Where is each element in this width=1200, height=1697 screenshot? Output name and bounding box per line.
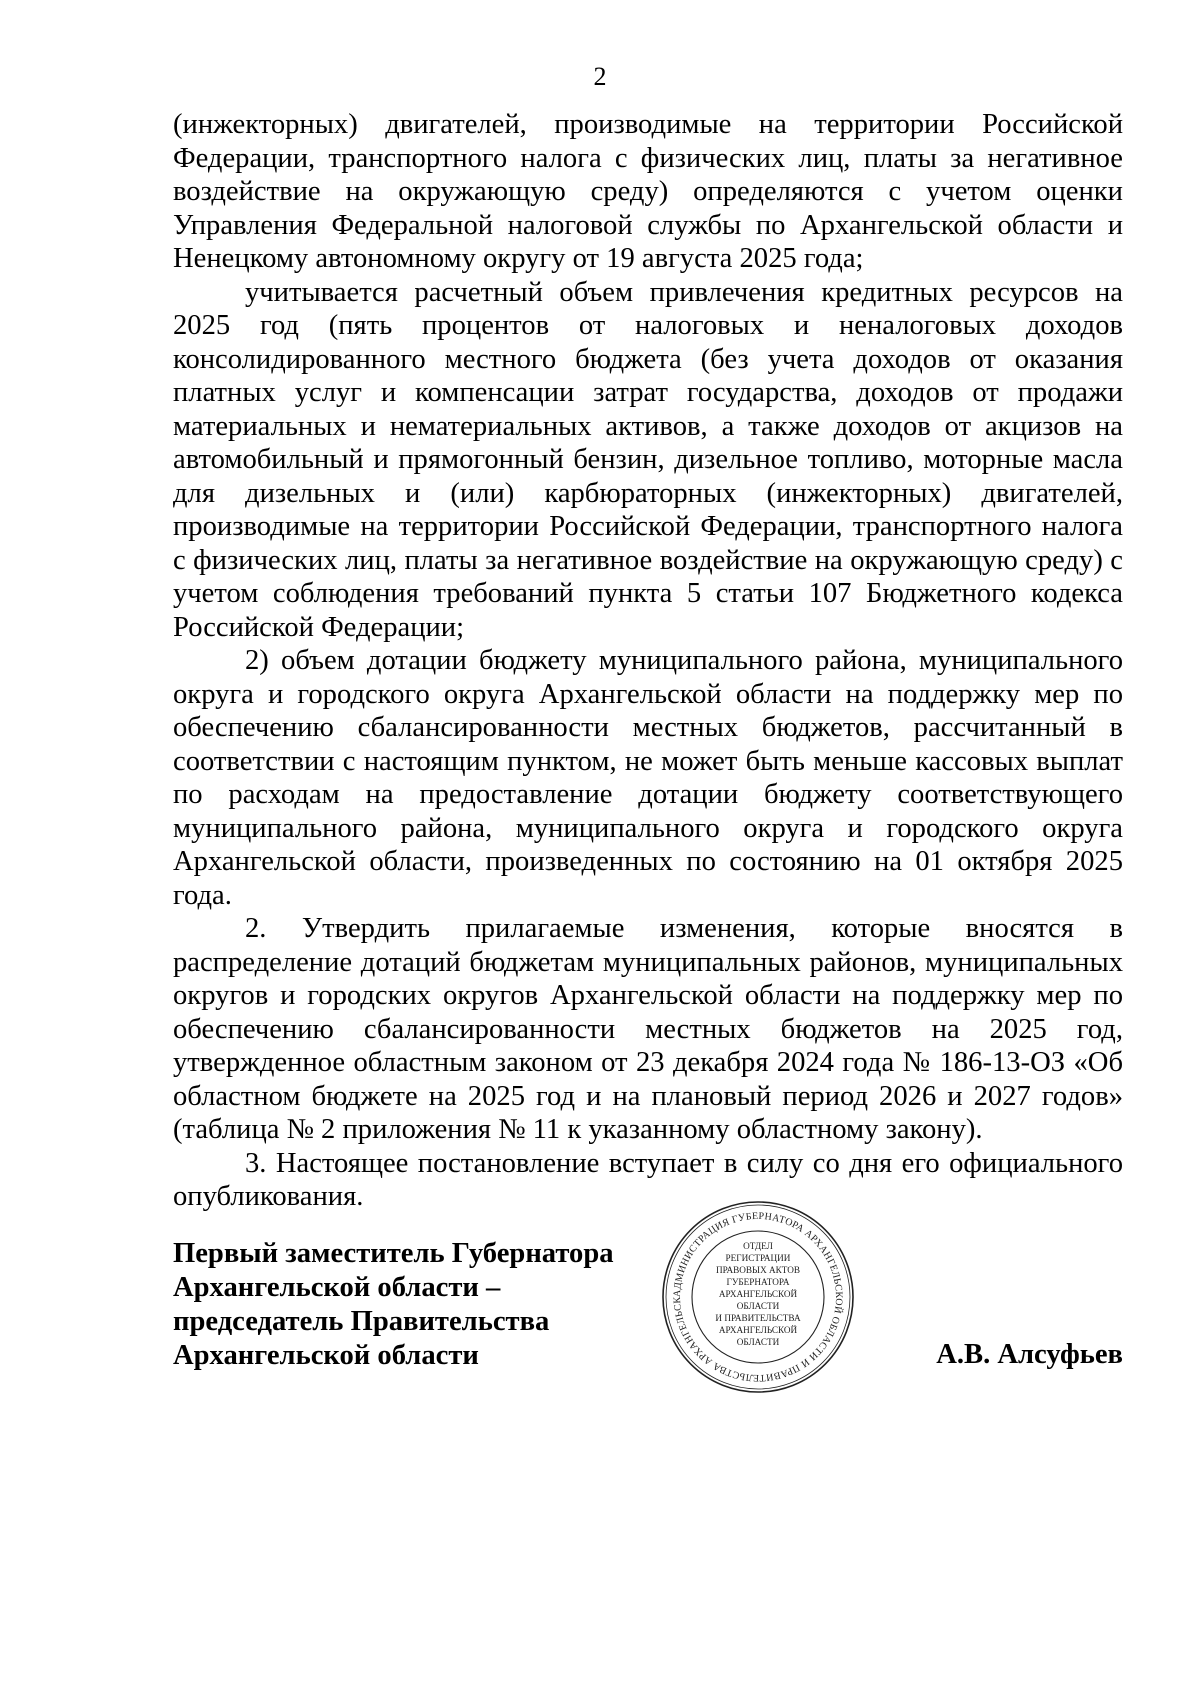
official-stamp xyxy=(658,1197,858,1397)
signatory-title xyxy=(173,1237,633,1373)
signatory-title-line: председатель Правительства xyxy=(173,1306,550,1337)
signatory-title-line: Первый заместитель Губернатора xyxy=(173,1238,614,1269)
stamp-line: ПРАВОВЫХ АКТОВ xyxy=(715,1265,801,1275)
stamp-graphic xyxy=(658,1197,858,1397)
stamp-line: ОТДЕЛ xyxy=(743,1241,773,1251)
stamp-line: ОБЛАСТИ xyxy=(736,1337,780,1347)
stamp-line: АРХАНГЕЛЬСКОЙ xyxy=(718,1325,798,1335)
page-number: 2 xyxy=(593,62,607,91)
paragraph-continuation: (инжекторных) двигателей, производимые на территории Российской Федерации, транспортного налога с физических лиц, платы за негативное воздействие на окружающую среду) определяются с учетом оценки Управления Федеральной налоговой службы по Архангельской области и Ненецкому автономному округу от 19 августа 2025 года; xyxy=(173,109,1123,274)
stamp-line: ОБЛАСТИ xyxy=(736,1301,780,1311)
stamp-line: ГУБЕРНАТОРА xyxy=(726,1277,790,1287)
stamp-ring-text: АДМИНИСТРАЦИЯ ГУБЕРНАТОРА АРХАНГЕЛЬСКОЙ ОБЛАСТИ И ПРАВИТЕЛЬСТВА АРХАНГЕЛЬСК xyxy=(671,1210,845,1384)
paragraph-credit-resources: учитывается расчетный объем привлечения кредитных ресурсов на 2025 год (пять процентов от налоговых и неналоговых доходов консолидированного местного бюджета (без учета доходов от оказания платных услуг и компенсации затрат государства, доходов от продажи материальных и нематериальных активов, а также доходов от акцизов на автомобильный и прямогонный бензин, дизельное топливо, моторные масла для дизельных и (или) карбюраторных (инжекторных) двигателей, производимые на территории Российской Федерации, транспортного налога с физических лиц, платы за негативное воздействие на окружающую среду) с учетом соблюдения требований пункта 5 статьи 107 Бюджетного кодекса Российской Федерации; xyxy=(173,276,1123,643)
paragraph-subsidy-volume: 2) объем дотации бюджету муниципального района, муниципального округа и городского округа Архангельской области на поддержку мер по обеспечению сбалансированности местных бюджетов, рассчитанный в соответствии с настоящим пунктом, не может быть меньше кассовых выплат по расходам на предоставление дотации бюджету соответствующего муниципального района, муниципального округа и городского округа Архангельской области, произведенных по состоянию на 01 октября 2025 года. xyxy=(173,645,1123,911)
stamp-line: РЕГИСТРАЦИИ xyxy=(725,1253,791,1263)
paragraph-effective-date: 3. Настоящее постановление вступает в силу со дня его официального опубликования. xyxy=(173,1147,1123,1212)
signer-name: А.В. Алсуфьев xyxy=(936,1339,1123,1370)
stamp-line: И ПРАВИТЕЛЬСТВА xyxy=(715,1313,801,1323)
stamp-line: АРХАНГЕЛЬСКОЙ xyxy=(718,1289,798,1299)
signatory-title-line: Архангельской области – xyxy=(173,1272,501,1303)
signatory-title-line: Архангельской области xyxy=(173,1340,479,1371)
document-body xyxy=(173,108,1123,1214)
paragraph-approve-changes: 2. Утвердить прилагаемые изменения, которые вносятся в распределение дотаций бюджетам муниципальных районов, муниципальных округов и городских округов Архангельской области на поддержку мер по обеспечению сбалансированности местных бюджетов на 2025 год, утвержденное областным законом от 23 декабря 2024 года № 186-13-ОЗ «Об областном бюджете на 2025 год и на плановый период 2026 и 2027 годов» (таблица № 2 приложения № 11 к указанному областному закону). xyxy=(173,913,1123,1145)
